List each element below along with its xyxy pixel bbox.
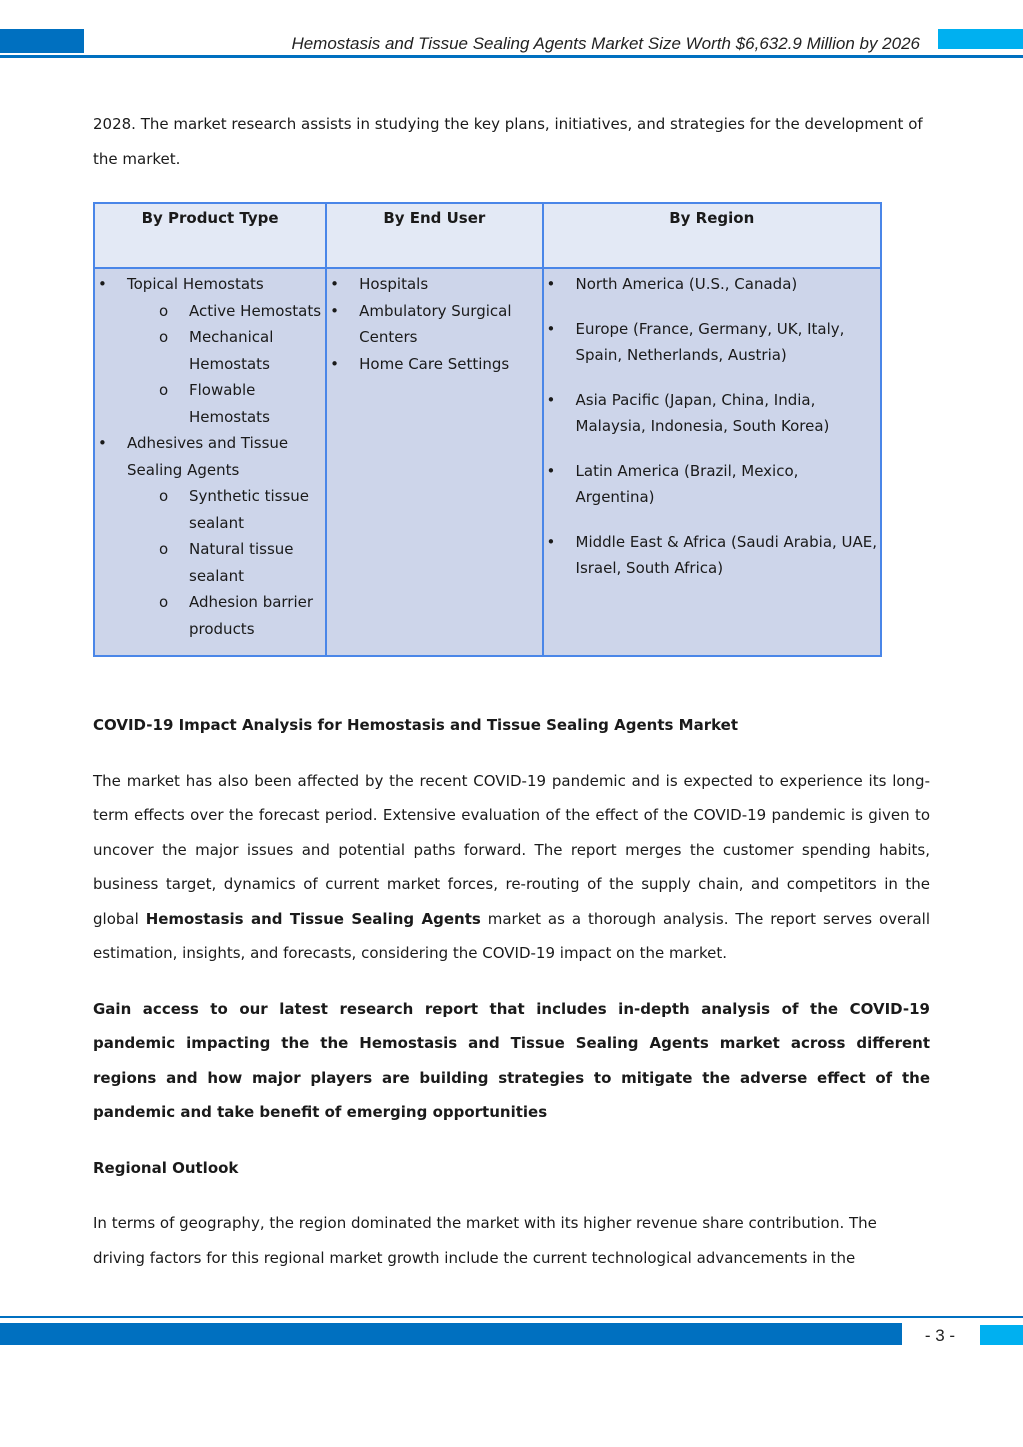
segmentation-table <box>93 202 882 657</box>
intro-paragraph: 2028. The market research assists in studying the key plans, initiatives, and strategies for the development of the market. <box>93 115 923 168</box>
list-item: o Synthetic tissue sealant <box>127 483 325 536</box>
list-item: • Hospitals <box>327 271 541 298</box>
list-item <box>95 430 325 642</box>
header-right-bar <box>938 29 1023 49</box>
intro-section <box>93 107 930 176</box>
header-region: By Region <box>543 203 881 268</box>
header-product-type: By Product Type <box>94 203 326 268</box>
table-header-row <box>94 203 881 268</box>
regional-heading: Regional Outlook <box>93 1158 239 1177</box>
regional-paragraph: In terms of geography, the region dominated the market with its higher revenue share contribution. The driving factors for this regional market growth include the current technological advancements in the <box>93 1214 877 1267</box>
header-rule <box>0 55 1023 58</box>
region-cell <box>543 268 881 656</box>
list-item: • Middle East & Africa (Saudi Arabia, UAE, Israel, South Africa) <box>544 529 880 582</box>
footer-rule <box>0 1316 1023 1318</box>
product-topical-hemostats: Topical Hemostats <box>127 275 264 293</box>
list-item: • Home Care Settings <box>327 351 541 378</box>
covid-paragraph <box>93 764 930 971</box>
list-item: • Latin America (Brazil, Mexico, Argentina) <box>544 458 880 511</box>
list-item: • Asia Pacific (Japan, China, India, Malaysia, Indonesia, South Korea) <box>544 387 880 440</box>
list-item: • Europe (France, Germany, UK, Italy, Spain, Netherlands, Austria) <box>544 316 880 369</box>
list-item: o Flowable Hemostats <box>127 377 325 430</box>
list-item: • North America (U.S., Canada) <box>544 271 880 298</box>
covid-text-end: market as a thorough analysis. The report serves overall estimation, insights, and forecasts, considering the COVID-19 impact on the market. <box>93 909 931 962</box>
covid-section <box>93 708 930 1275</box>
footer-right-bar <box>980 1325 1023 1345</box>
list-item: o Natural tissue sealant <box>127 536 325 589</box>
footer-bar <box>0 1323 902 1345</box>
header-end-user: By End User <box>326 203 542 268</box>
list-item: o Adhesion barrier products <box>127 589 325 642</box>
covid-market-name: Hemostasis and Tissue Sealing Agents <box>145 909 481 928</box>
covid-heading: COVID-19 Impact Analysis for Hemostasis and Tissue Sealing Agents Market <box>93 716 739 734</box>
covid-text-start: The market has also been affected by the recent COVID-19 pandemic and is expected to experience its long-term effects over the forecast period. Extensive evaluation of the effect of the COVID-19 pandemic is given to uncover the major issues and potential paths forward. The report merges the customer spending habits, business target, dynamics of current market forces, re-routing of the supply chain, and competitors in the global <box>93 771 930 928</box>
header-title: Hemostasis and Tissue Sealing Agents Market Size Worth $6,632.9 Million by 2026 <box>291 34 920 53</box>
list-item: • Ambulatory Surgical Centers <box>327 298 541 351</box>
covid-cta: Gain access to our latest research report that includes in-depth analysis of the COVID-19 pandemic impacting the the Hemostasis and Tissue Sealing Agents market across different regions and how major players are building strategies to mitigate the adverse effect of the pandemic and take benefit of emerging opportunities <box>93 999 930 1121</box>
list-item: o Mechanical Hemostats <box>127 324 325 377</box>
product-adhesives: Adhesives and Tissue Sealing Agents <box>127 434 289 479</box>
page-number: - 3 - <box>924 1326 956 1345</box>
list-item <box>95 271 325 430</box>
header-left-bar <box>0 29 84 53</box>
end-user-cell <box>326 268 542 656</box>
list-item: o Active Hemostats <box>127 298 325 325</box>
product-type-cell <box>94 268 326 656</box>
table-body-row <box>94 268 881 656</box>
